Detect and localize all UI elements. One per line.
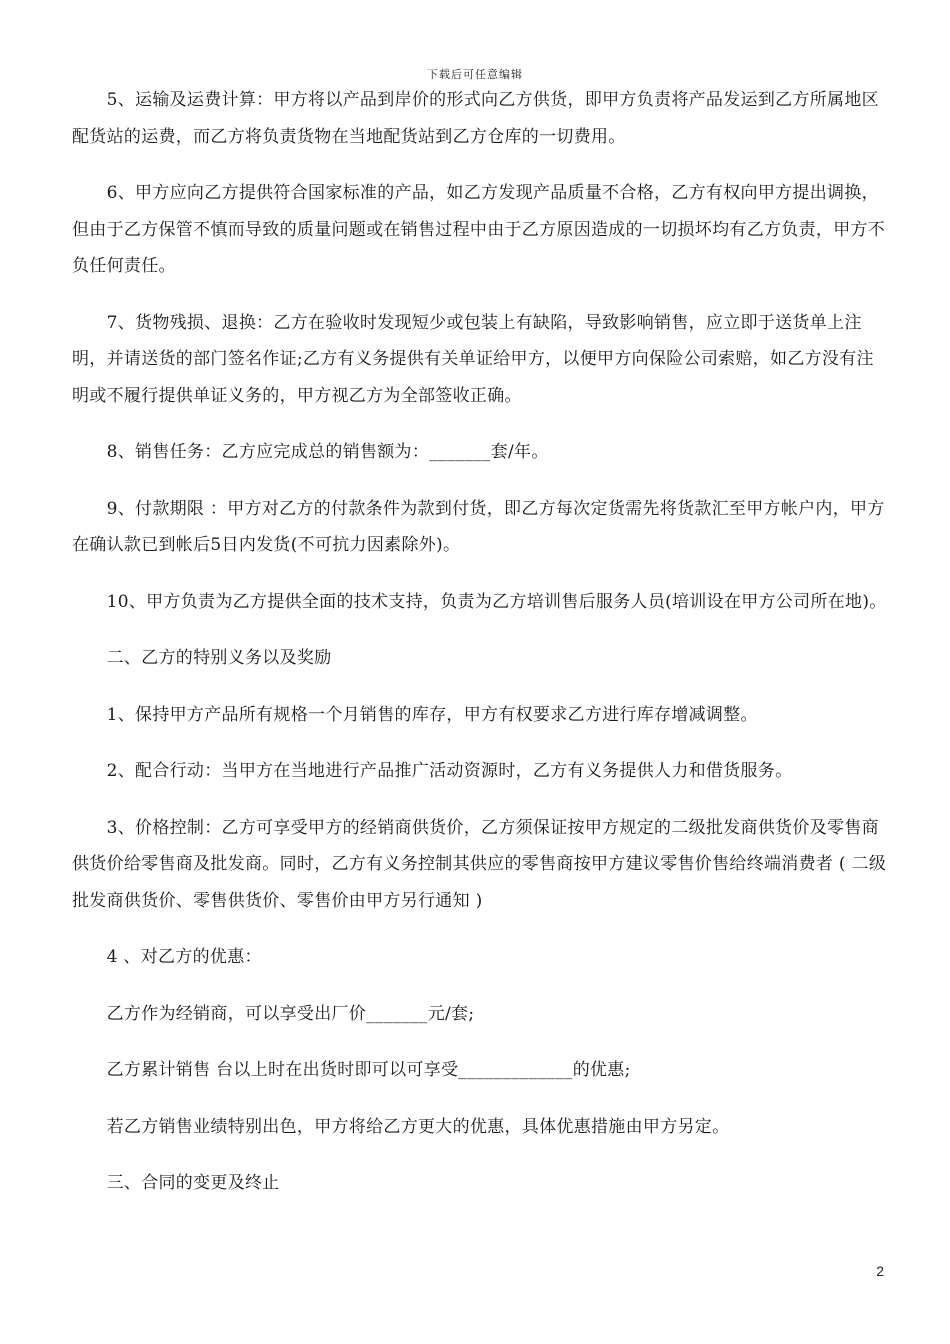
paragraph-quality: 6、甲方应向乙方提供符合国家标准的产品，如乙方发现产品质量不合格，乙方有权向甲方提出调换，但由于乙方保管不慎而导致的质量问题或在销售过程中由于乙方原因造成的一切损坏均有乙方负责，甲方不负任何责任。 xyxy=(72,183,886,276)
paragraph-discounts-heading: 4 、对乙方的优惠： xyxy=(72,947,262,967)
paragraph-technical-support: 10、甲方负责为乙方提供全面的技术支持，负责为乙方培训售后服务人员(培训设在甲方公司所在地)。 xyxy=(72,591,887,612)
section-heading-3: 三、合同的变更及终止 xyxy=(72,1173,280,1193)
paragraph-payment-terms: 9、付款期限 ：甲方对乙方的付款条件为款到付货，即乙方每次定货需先将货款汇至甲方帐户内，甲方在确认款已到帐后5日内发货(不可抗力因素除外)。 xyxy=(72,498,885,555)
document-body xyxy=(72,82,887,1222)
paragraph-price-control: 3、价格控制：乙方可享受甲方的经销商供货价，乙方须保证按甲方规定的二级批发商供货价及零售商供货价给零售商及批发商。同时，乙方有义务控制其供应的零售商按甲方建议零售价售给终端消费者 ( 二级批发商供货价、零售供货价、零售价由甲方另行通知 ) xyxy=(72,817,887,911)
paragraph-damage-return: 7、货物残损、退换：乙方在验收时发现短少或包装上有缺陷，导致影响销售，应立即于送货单上注明，并请送货的部门签名作证;乙方有义务提供有关单证给甲方，以便甲方向保险公司索赔，如乙方没有注明或不履行提供单证义务的，甲方视乙方为全部签收正确。 xyxy=(72,312,874,406)
paragraph-transport-fees: 5、运输及运费计算：甲方将以产品到岸价的形式向乙方供货，即甲方负责将产品发运到乙方所属地区配货站的运费，而乙方将负责货物在当地配货站到乙方仓库的一切费用。 xyxy=(72,90,879,147)
paragraph-factory-price: 乙方作为经销商，可以享受出厂价_______元/套; xyxy=(72,1003,475,1024)
page-header: 下载后可任意编辑 xyxy=(427,68,523,81)
paragraph-inventory: 1、保持甲方产品所有规格一个月销售的库存，甲方有权要求乙方进行库存增减调整。 xyxy=(72,704,758,725)
paragraph-cooperation: 2、配合行动：当甲方在当地进行产品推广活动资源时，乙方有义务提供人力和借货服务。 xyxy=(72,761,793,781)
section-heading-2: 二、乙方的特别义务以及奖励 xyxy=(72,648,332,668)
paragraph-cumulative-sales: 乙方累计销售 台以上时在出货时即可以可享受_____________的优惠; xyxy=(72,1060,631,1080)
paragraph-extra-discount: 若乙方销售业绩特别出色，甲方将给乙方更大的优惠，具体优惠措施由甲方另定。 xyxy=(72,1116,730,1137)
page-number: 2 xyxy=(876,1263,884,1279)
paragraph-sales-target: 8、销售任务：乙方应完成总的销售额为：_______套/年。 xyxy=(72,442,549,462)
